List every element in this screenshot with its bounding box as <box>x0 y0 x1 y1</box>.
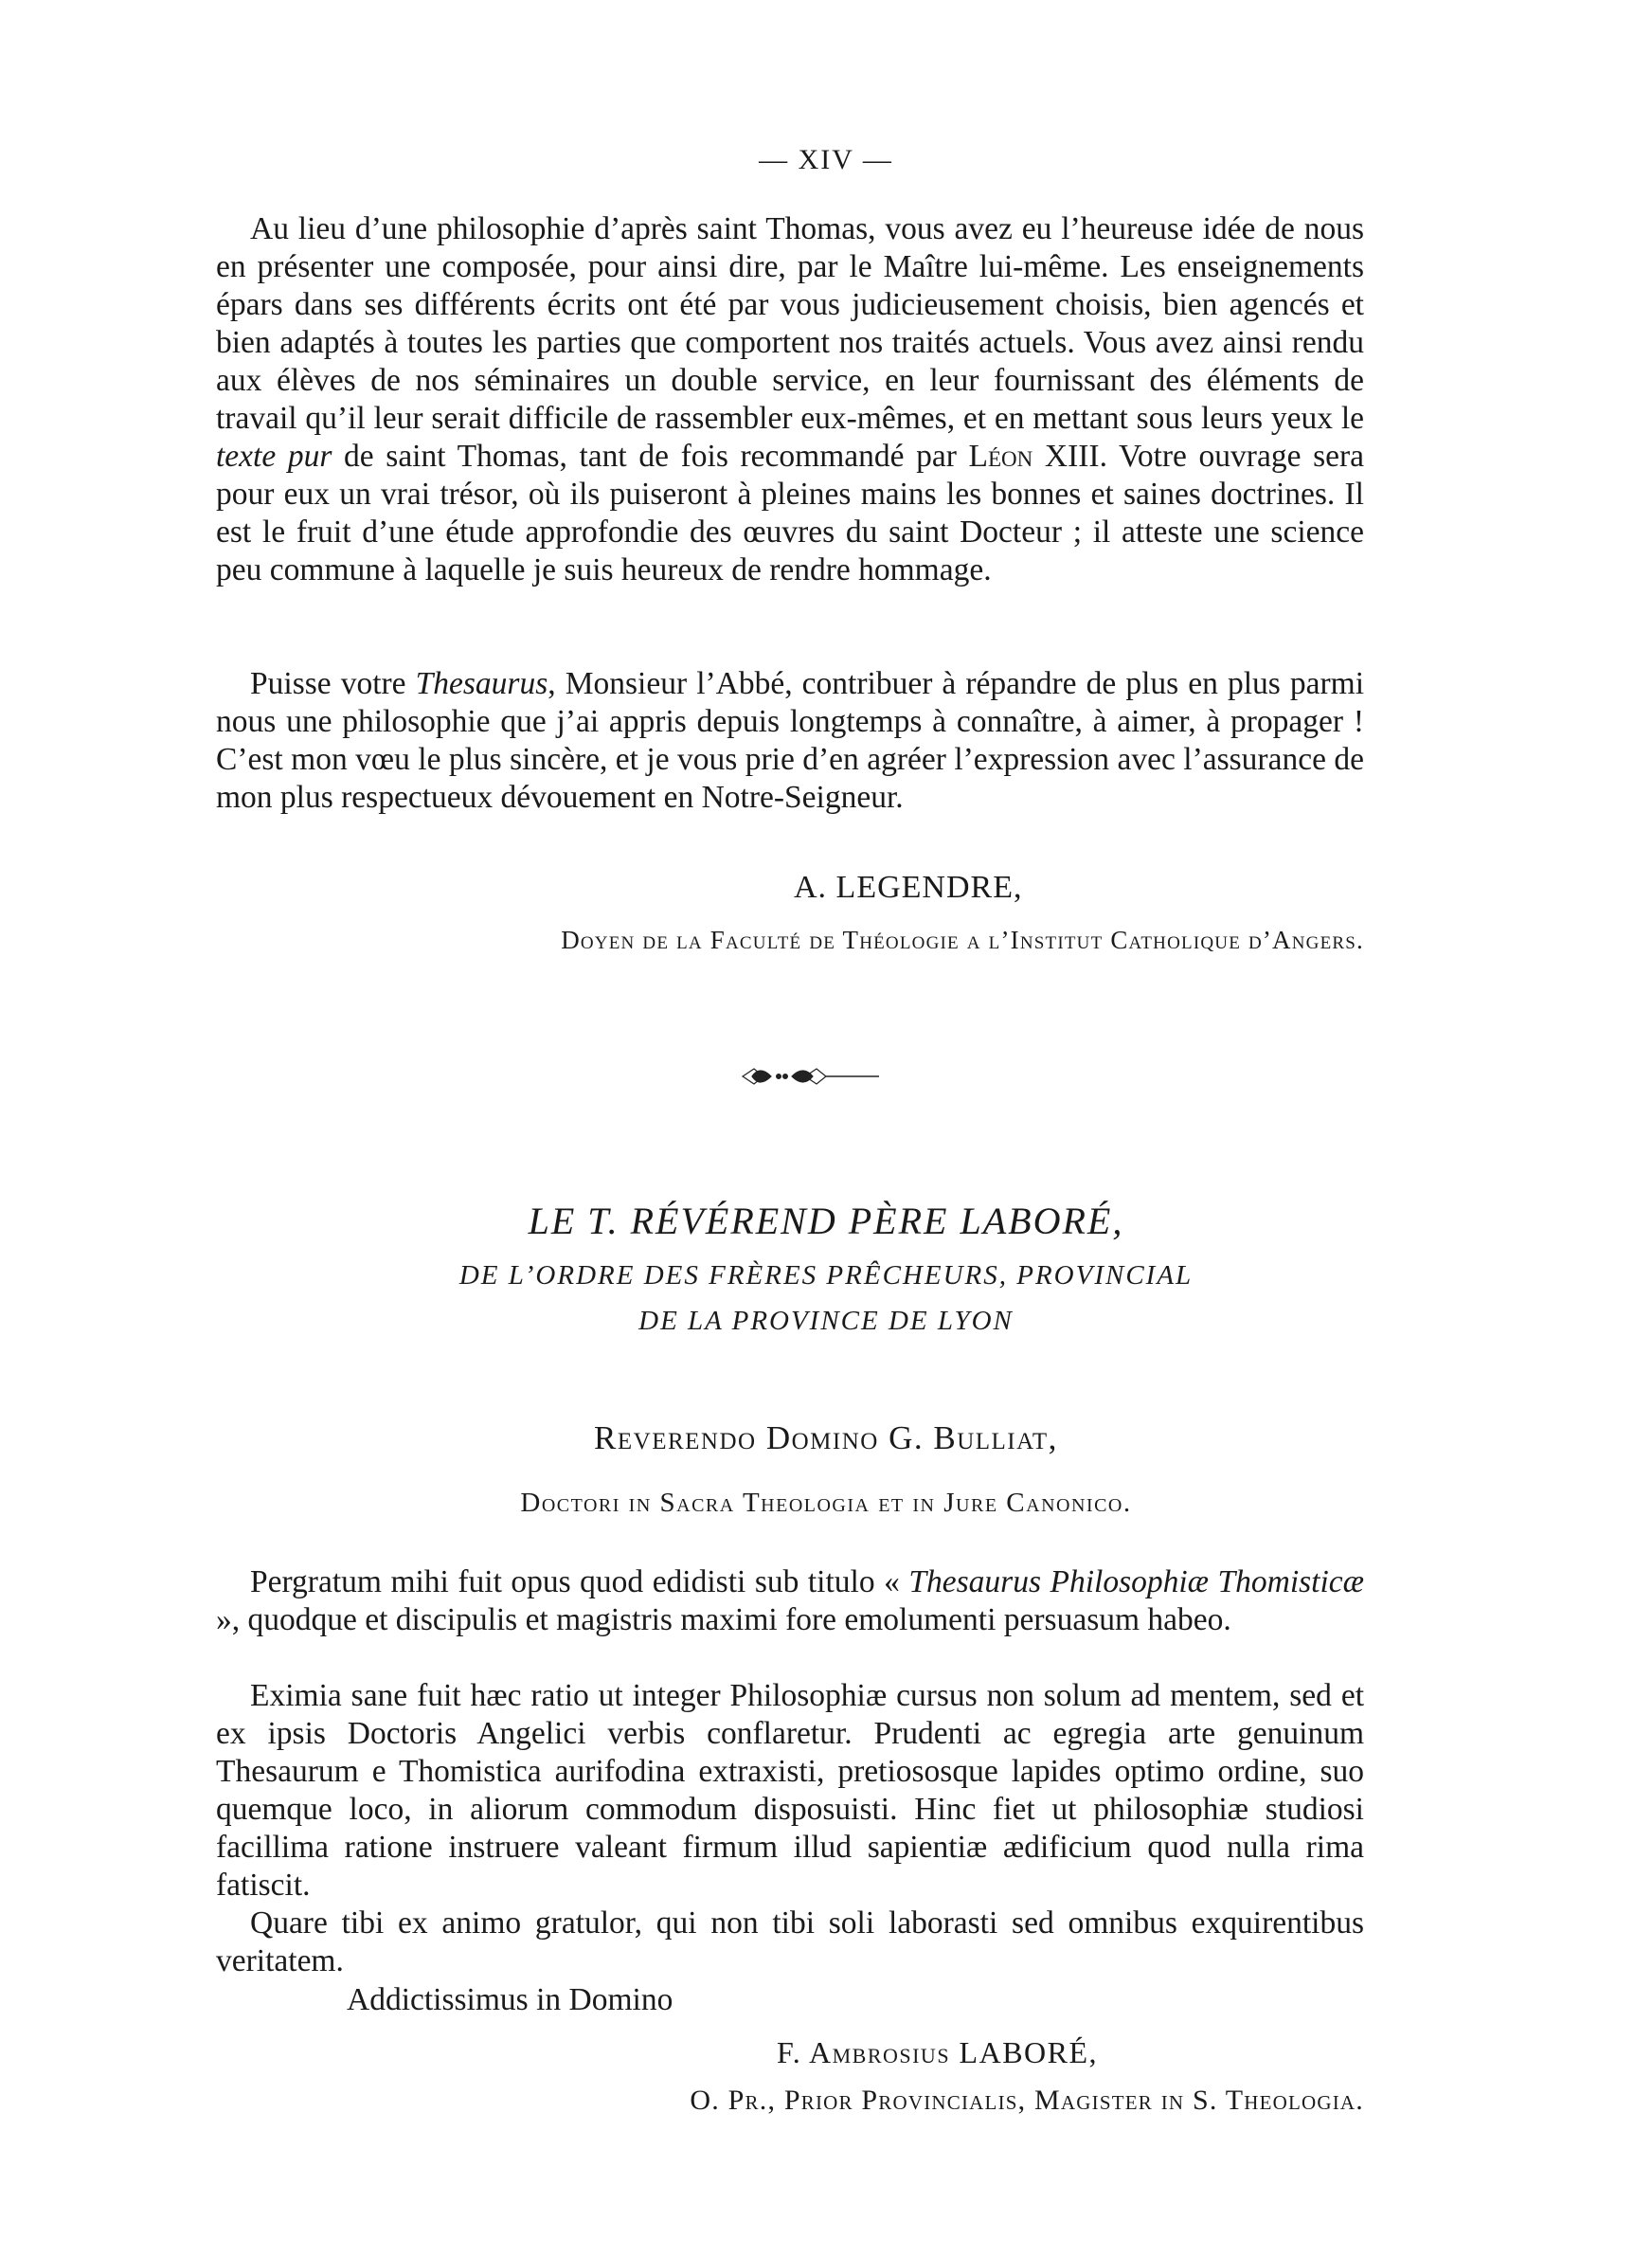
letter1-p1-pope: Léon XIII <box>968 439 1100 474</box>
page-number: — XIV — <box>759 144 893 175</box>
letter2-signature-title: O. Pr., Prior Provincialis, Magister in S. Theologia. <box>690 2085 1364 2116</box>
letter1-p2-text-a: Puisse votre <box>250 666 406 701</box>
letter2-p1-italic: Thesaurus Philosophiæ Thomisticæ <box>908 1564 1365 1599</box>
letter2-signature-name: F. Ambrosius LABORÉ, <box>777 2035 1099 2069</box>
letter2-p1-text-a: Pergratum mihi fuit opus quod edidisti sub titulo « <box>250 1564 900 1599</box>
letter1-p1-text-a: Au lieu d’une philosophie d’après saint Thomas, vous avez eu l’heureuse idée de nous en présenter une composée, pour ainsi dire, par le Maître lui-même. Les enseignements épars dans ses différents écrits ont été par vous judicieusement choisis, bien agencés et bien adaptés à toutes les parties que comportent nos traités actuels. Vous avez ainsi rendu aux élèves de nos séminaires un double service, en leur fournissant des éléments de travail qu’il leur serait difficile de rassembler eux-mêmes, et en mettant sous leurs yeux le <box>216 211 1364 436</box>
addressee-title: Doctori in Sacra Theologia et in Jure Canonico. <box>520 1488 1132 1518</box>
letter2-paragraph-1 <box>216 1563 1364 1639</box>
letter2-paragraph-3: Quare tibi ex animo gratulor, qui non tibi soli laborasti sed omnibus exquirentibus veritatem. <box>216 1905 1364 1978</box>
letter2-p1-text-b: », quodque et discipulis et magistris maximi fore emolumenti persuasum habeo. <box>216 1602 1231 1637</box>
letter1-p2-italic: Thesaurus <box>415 666 548 701</box>
letter2-paragraph-2: Eximia sane fuit hæc ratio ut integer Philosophiæ cursus non solum ad mentem, sed et ex ipsis Doctoris Angelici verbis conflaretur. Prudenti ac egregia arte genuinum Thesaurum e Thomistica aurifodina extraxisti, pretiososque lapides optimo ordine, suo quemque loco, in aliorum commodum disposuisti. Hinc fiet ut philosophiæ studiosi facillima ratione instruere valeant firmum illud sapientiæ ædificium quod nulla rima fatiscit. <box>216 1678 1364 1903</box>
letter1-paragraph-2 <box>216 665 1364 817</box>
letter2-closing: Addictissimus in Domino <box>347 1982 673 2017</box>
letter2-heading: LE T. RÉVÉREND PÈRE LABORÉ, <box>528 1200 1124 1242</box>
addressee-name: Reverendo Domino G. Bulliat, <box>594 1419 1058 1456</box>
letter2-heading-line3: DE LA PROVINCE DE LYON <box>638 1306 1014 1336</box>
ornament-divider-icon <box>739 1059 881 1093</box>
letter1-p1-italic: texte pur <box>216 439 332 474</box>
letter1-p1-text-c: . Votre ouvrage sera pour eux un vrai trésor, où ils puiseront à pleines mains les bonnes et saines doctrines. Il est le fruit d’une étude approfondie des œuvres du saint Docteur ; il atteste une science peu commune à laquelle je suis heureux de rendre hommage. <box>216 439 1364 587</box>
letter2-heading-line2: DE L’ORDRE DES FRÈRES PRÊCHEURS, PROVINCIAL <box>458 1260 1194 1291</box>
letter1-p2-text-b: , Monsieur l’Abbé, contribuer à répandre de plus en plus parmi nous une philosophie que j’ai appris depuis longtemps à connaître, à aimer, à propager ! C’est mon vœu le plus sincère, et je vous prie d’en agréer l’expression avec l’assurance de mon plus respectueux dévouement en Notre-Seigneur. <box>216 666 1365 815</box>
letter1-paragraph-1 <box>216 210 1364 589</box>
letter1-signature-title: Doyen de la Faculté de Théologie a l’Institut Catholique d’Angers. <box>561 926 1364 954</box>
letter1-signature-name: A. LEGENDRE, <box>794 870 1023 905</box>
letter1-p1-text-b: de saint Thomas, tant de fois recommandé par <box>344 439 957 474</box>
